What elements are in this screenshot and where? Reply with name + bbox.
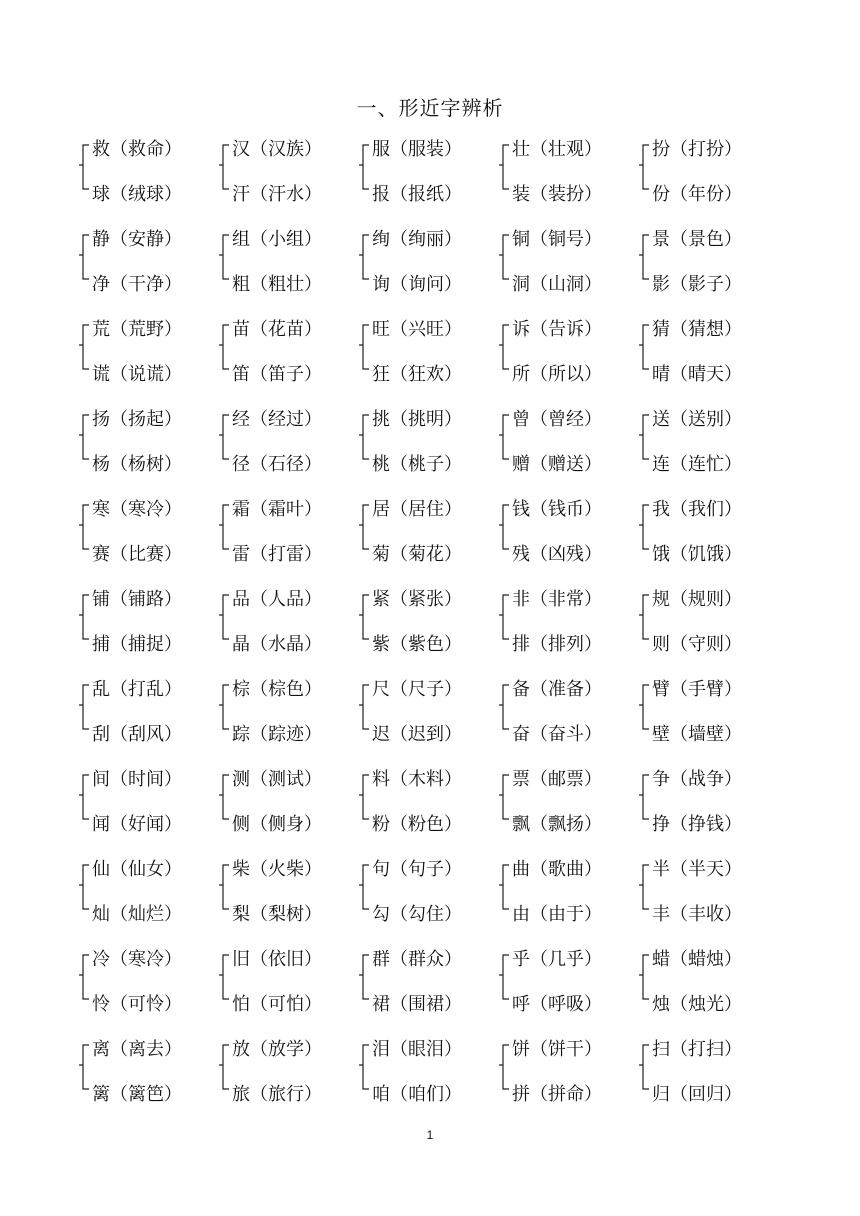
pairs-row bbox=[78, 134, 778, 224]
character-word-bottom: 呼（呼吸） bbox=[512, 994, 602, 1015]
character-word-bottom: 勾（勾住） bbox=[372, 904, 462, 925]
character-pair bbox=[638, 854, 778, 944]
character-pair bbox=[638, 674, 778, 764]
character-word-top: 猜（猜想） bbox=[652, 319, 742, 340]
character-word-top: 诉（告诉） bbox=[512, 319, 602, 340]
bracket-icon bbox=[638, 1044, 650, 1090]
character-word-bottom: 球（绒球） bbox=[92, 184, 182, 205]
character-word-top: 救（救命） bbox=[92, 139, 182, 160]
character-word-top: 钱（钱币） bbox=[512, 499, 602, 520]
character-pair bbox=[78, 584, 218, 674]
bracket-icon bbox=[358, 774, 370, 820]
character-word-top: 旺（兴旺） bbox=[372, 319, 462, 340]
character-pair bbox=[218, 674, 358, 764]
bracket-icon bbox=[358, 504, 370, 550]
character-word-bottom: 询（询问） bbox=[372, 274, 462, 295]
character-word-top: 规（规则） bbox=[652, 589, 742, 610]
character-word-top: 饼（饼干） bbox=[512, 1039, 602, 1060]
character-word-top: 冷（寒冷） bbox=[92, 949, 182, 970]
bracket-icon bbox=[358, 414, 370, 460]
pairs-row bbox=[78, 674, 778, 764]
character-word-top: 扮（打扮） bbox=[652, 139, 742, 160]
character-word-top: 臂（手臂） bbox=[652, 679, 742, 700]
bracket-icon bbox=[638, 504, 650, 550]
bracket-icon bbox=[498, 774, 510, 820]
character-word-top: 送（送别） bbox=[652, 409, 742, 430]
character-word-bottom: 赛（比赛） bbox=[92, 544, 182, 565]
character-word-top: 绚（绚丽） bbox=[372, 229, 462, 250]
character-word-top: 仙（仙女） bbox=[92, 859, 182, 880]
character-word-top: 测（测试） bbox=[232, 769, 322, 790]
character-word-bottom: 粉（粉色） bbox=[372, 814, 462, 835]
bracket-icon bbox=[638, 954, 650, 1000]
page-number: 1 bbox=[426, 1128, 434, 1142]
bracket-icon bbox=[498, 144, 510, 190]
bracket-icon bbox=[498, 684, 510, 730]
character-word-bottom: 粗（粗壮） bbox=[232, 274, 322, 295]
character-pair bbox=[218, 404, 358, 494]
character-word-bottom: 汗（汗水） bbox=[232, 184, 322, 205]
character-pair bbox=[218, 944, 358, 1034]
character-word-top: 曲（歌曲） bbox=[512, 859, 602, 880]
character-word-top: 离（离去） bbox=[92, 1039, 182, 1060]
character-pair bbox=[358, 494, 498, 584]
character-word-top: 壮（壮观） bbox=[512, 139, 602, 160]
bracket-icon bbox=[638, 684, 650, 730]
character-word-top: 柴（火柴） bbox=[232, 859, 322, 880]
character-word-bottom: 则（守则） bbox=[652, 634, 742, 655]
pairs-row bbox=[78, 494, 778, 584]
character-pair bbox=[358, 224, 498, 314]
character-pair bbox=[358, 584, 498, 674]
character-pair bbox=[498, 494, 638, 584]
character-word-top: 苗（花苗） bbox=[232, 319, 322, 340]
character-word-top: 泪（眼泪） bbox=[372, 1039, 462, 1060]
bracket-icon bbox=[78, 414, 90, 460]
character-word-bottom: 报（报纸） bbox=[372, 184, 462, 205]
character-word-bottom: 怜（可怜） bbox=[92, 994, 182, 1015]
character-word-top: 间（时间） bbox=[92, 769, 182, 790]
character-word-bottom: 由（由于） bbox=[512, 904, 602, 925]
character-word-top: 品（人品） bbox=[232, 589, 322, 610]
character-word-bottom: 谎（说谎） bbox=[92, 364, 182, 385]
character-word-top: 经（经过） bbox=[232, 409, 322, 430]
character-word-bottom: 挣（挣钱） bbox=[652, 814, 742, 835]
character-pair bbox=[78, 764, 218, 854]
bracket-icon bbox=[498, 504, 510, 550]
character-word-top: 争（战争） bbox=[652, 769, 742, 790]
character-word-bottom: 梨（梨树） bbox=[232, 904, 322, 925]
character-word-bottom: 烛（烛光） bbox=[652, 994, 742, 1015]
character-word-top: 组（小组） bbox=[232, 229, 322, 250]
character-word-top: 寒（寒冷） bbox=[92, 499, 182, 520]
character-pair bbox=[218, 1034, 358, 1124]
character-pair bbox=[498, 314, 638, 404]
bracket-icon bbox=[218, 684, 230, 730]
bracket-icon bbox=[78, 954, 90, 1000]
character-word-bottom: 影（影子） bbox=[652, 274, 742, 295]
bracket-icon bbox=[78, 774, 90, 820]
character-word-top: 乎（几乎） bbox=[512, 949, 602, 970]
character-word-bottom: 踪（踪迹） bbox=[232, 724, 322, 745]
character-word-top: 半（半天） bbox=[652, 859, 742, 880]
character-word-top: 荒（荒野） bbox=[92, 319, 182, 340]
character-word-bottom: 迟（迟到） bbox=[372, 724, 462, 745]
character-word-top: 曾（曾经） bbox=[512, 409, 602, 430]
pairs-row bbox=[78, 584, 778, 674]
character-word-bottom: 刮（刮风） bbox=[92, 724, 182, 745]
bracket-icon bbox=[638, 324, 650, 370]
character-pair bbox=[638, 134, 778, 224]
character-word-bottom: 奋（奋斗） bbox=[512, 724, 602, 745]
bracket-icon bbox=[498, 324, 510, 370]
character-pair bbox=[218, 584, 358, 674]
character-pair bbox=[638, 1034, 778, 1124]
character-pair bbox=[218, 314, 358, 404]
character-word-top: 票（邮票） bbox=[512, 769, 602, 790]
bracket-icon bbox=[498, 864, 510, 910]
character-pair bbox=[358, 854, 498, 944]
bracket-icon bbox=[638, 414, 650, 460]
character-pair bbox=[78, 674, 218, 764]
character-pair bbox=[498, 584, 638, 674]
character-word-bottom: 残（凶残） bbox=[512, 544, 602, 565]
character-pair bbox=[638, 584, 778, 674]
bracket-icon bbox=[498, 1044, 510, 1090]
character-word-bottom: 闻（好闻） bbox=[92, 814, 182, 835]
character-word-top: 紧（紧张） bbox=[372, 589, 462, 610]
character-pair bbox=[78, 314, 218, 404]
character-word-top: 尺（尺子） bbox=[372, 679, 462, 700]
bracket-icon bbox=[358, 1044, 370, 1090]
character-word-bottom: 排（排列） bbox=[512, 634, 602, 655]
character-pair bbox=[78, 1034, 218, 1124]
bracket-icon bbox=[218, 1044, 230, 1090]
bracket-icon bbox=[358, 954, 370, 1000]
character-word-bottom: 洞（山洞） bbox=[512, 274, 602, 295]
character-word-top: 我（我们） bbox=[652, 499, 742, 520]
pairs-row bbox=[78, 944, 778, 1034]
character-pair bbox=[78, 854, 218, 944]
bracket-icon bbox=[218, 144, 230, 190]
character-pair bbox=[498, 1034, 638, 1124]
character-word-top: 扫（打扫） bbox=[652, 1039, 742, 1060]
character-pair bbox=[78, 404, 218, 494]
character-pair bbox=[218, 854, 358, 944]
bracket-icon bbox=[498, 594, 510, 640]
bracket-icon bbox=[638, 144, 650, 190]
bracket-icon bbox=[218, 774, 230, 820]
bracket-icon bbox=[78, 594, 90, 640]
bracket-icon bbox=[218, 324, 230, 370]
bracket-icon bbox=[218, 864, 230, 910]
character-word-bottom: 篱（篱笆） bbox=[92, 1084, 182, 1105]
character-word-bottom: 份（年份） bbox=[652, 184, 742, 205]
bracket-icon bbox=[218, 234, 230, 280]
character-word-top: 棕（棕色） bbox=[232, 679, 322, 700]
character-word-top: 居（居住） bbox=[372, 499, 462, 520]
character-word-bottom: 丰（丰收） bbox=[652, 904, 742, 925]
character-word-top: 静（安静） bbox=[92, 229, 182, 250]
pairs-row bbox=[78, 404, 778, 494]
bracket-icon bbox=[78, 1044, 90, 1090]
character-pair bbox=[638, 314, 778, 404]
character-word-bottom: 装（装扮） bbox=[512, 184, 602, 205]
bracket-icon bbox=[638, 864, 650, 910]
character-word-bottom: 饿（饥饿） bbox=[652, 544, 742, 565]
bracket-icon bbox=[358, 684, 370, 730]
character-word-top: 霜（霜叶） bbox=[232, 499, 322, 520]
pairs-row bbox=[78, 314, 778, 404]
character-word-top: 服（服装） bbox=[372, 139, 462, 160]
character-pair bbox=[358, 674, 498, 764]
character-word-top: 景（景色） bbox=[652, 229, 742, 250]
character-pair bbox=[498, 944, 638, 1034]
character-word-top: 放（放学） bbox=[232, 1039, 322, 1060]
character-pair bbox=[638, 764, 778, 854]
character-word-top: 料（木料） bbox=[372, 769, 462, 790]
character-word-bottom: 怕（可怕） bbox=[232, 994, 322, 1015]
character-word-bottom: 晶（水晶） bbox=[232, 634, 322, 655]
pairs-row bbox=[78, 764, 778, 854]
character-pair bbox=[218, 224, 358, 314]
bracket-icon bbox=[78, 504, 90, 550]
character-pair bbox=[218, 764, 358, 854]
character-word-bottom: 归（回归） bbox=[652, 1084, 742, 1105]
character-pair bbox=[78, 944, 218, 1034]
character-word-bottom: 旅（旅行） bbox=[232, 1084, 322, 1105]
pairs-row bbox=[78, 224, 778, 314]
character-pair bbox=[358, 314, 498, 404]
character-pair bbox=[498, 764, 638, 854]
character-pair bbox=[358, 134, 498, 224]
character-word-bottom: 赠（赠送） bbox=[512, 454, 602, 475]
character-pair bbox=[638, 404, 778, 494]
bracket-icon bbox=[218, 954, 230, 1000]
character-word-top: 扬（扬起） bbox=[92, 409, 182, 430]
bracket-icon bbox=[358, 144, 370, 190]
character-word-bottom: 飘（飘扬） bbox=[512, 814, 602, 835]
character-word-top: 汉（汉族） bbox=[232, 139, 322, 160]
character-word-bottom: 紫（紫色） bbox=[372, 634, 462, 655]
bracket-icon bbox=[638, 774, 650, 820]
character-word-bottom: 径（石径） bbox=[232, 454, 322, 475]
character-word-bottom: 狂（狂欢） bbox=[372, 364, 462, 385]
character-word-bottom: 侧（侧身） bbox=[232, 814, 322, 835]
bracket-icon bbox=[78, 324, 90, 370]
character-word-top: 铜（铜号） bbox=[512, 229, 602, 250]
character-pair bbox=[78, 494, 218, 584]
character-word-bottom: 桃（桃子） bbox=[372, 454, 462, 475]
character-word-top: 乱（打乱） bbox=[92, 679, 182, 700]
character-word-bottom: 灿（灿烂） bbox=[92, 904, 182, 925]
character-word-bottom: 咱（咱们） bbox=[372, 1084, 462, 1105]
bracket-icon bbox=[358, 594, 370, 640]
character-pair bbox=[498, 224, 638, 314]
pairs-row bbox=[78, 854, 778, 944]
character-pair bbox=[638, 224, 778, 314]
character-pair bbox=[218, 134, 358, 224]
bracket-icon bbox=[358, 864, 370, 910]
character-pair bbox=[218, 494, 358, 584]
character-word-top: 备（准备） bbox=[512, 679, 602, 700]
character-word-bottom: 所（所以） bbox=[512, 364, 602, 385]
bracket-icon bbox=[78, 144, 90, 190]
character-word-bottom: 净（干净） bbox=[92, 274, 182, 295]
bracket-icon bbox=[218, 504, 230, 550]
character-pairs-grid bbox=[78, 134, 778, 1124]
character-word-top: 句（句子） bbox=[372, 859, 462, 880]
character-word-bottom: 拼（拼命） bbox=[512, 1084, 602, 1105]
bracket-icon bbox=[218, 594, 230, 640]
character-word-bottom: 菊（菊花） bbox=[372, 544, 462, 565]
character-word-bottom: 雷（打雷） bbox=[232, 544, 322, 565]
bracket-icon bbox=[498, 234, 510, 280]
character-word-bottom: 笛（笛子） bbox=[232, 364, 322, 385]
character-pair bbox=[498, 854, 638, 944]
character-word-bottom: 连（连忙） bbox=[652, 454, 742, 475]
bracket-icon bbox=[498, 414, 510, 460]
bracket-icon bbox=[358, 234, 370, 280]
bracket-icon bbox=[78, 864, 90, 910]
character-word-top: 蜡（蜡烛） bbox=[652, 949, 742, 970]
character-pair bbox=[638, 944, 778, 1034]
bracket-icon bbox=[218, 414, 230, 460]
character-word-top: 旧（依旧） bbox=[232, 949, 322, 970]
bracket-icon bbox=[78, 684, 90, 730]
character-pair bbox=[78, 134, 218, 224]
character-pair bbox=[498, 674, 638, 764]
character-word-bottom: 捕（捕捉） bbox=[92, 634, 182, 655]
character-pair bbox=[358, 1034, 498, 1124]
page-title: 一、形近字辨析 bbox=[356, 96, 504, 120]
character-word-top: 非（非常） bbox=[512, 589, 602, 610]
pairs-row bbox=[78, 1034, 778, 1124]
bracket-icon bbox=[78, 234, 90, 280]
character-word-top: 铺（铺路） bbox=[92, 589, 182, 610]
character-pair bbox=[358, 944, 498, 1034]
character-word-bottom: 壁（墙壁） bbox=[652, 724, 742, 745]
character-word-bottom: 杨（杨树） bbox=[92, 454, 182, 475]
character-pair bbox=[498, 134, 638, 224]
character-word-top: 群（群众） bbox=[372, 949, 462, 970]
bracket-icon bbox=[638, 234, 650, 280]
bracket-icon bbox=[638, 594, 650, 640]
bracket-icon bbox=[498, 954, 510, 1000]
character-word-top: 挑（挑明） bbox=[372, 409, 462, 430]
character-pair bbox=[78, 224, 218, 314]
character-pair bbox=[358, 404, 498, 494]
character-pair bbox=[358, 764, 498, 854]
bracket-icon bbox=[358, 324, 370, 370]
character-word-bottom: 裙（围裙） bbox=[372, 994, 462, 1015]
character-word-bottom: 晴（晴天） bbox=[652, 364, 742, 385]
character-pair bbox=[638, 494, 778, 584]
character-pair bbox=[498, 404, 638, 494]
